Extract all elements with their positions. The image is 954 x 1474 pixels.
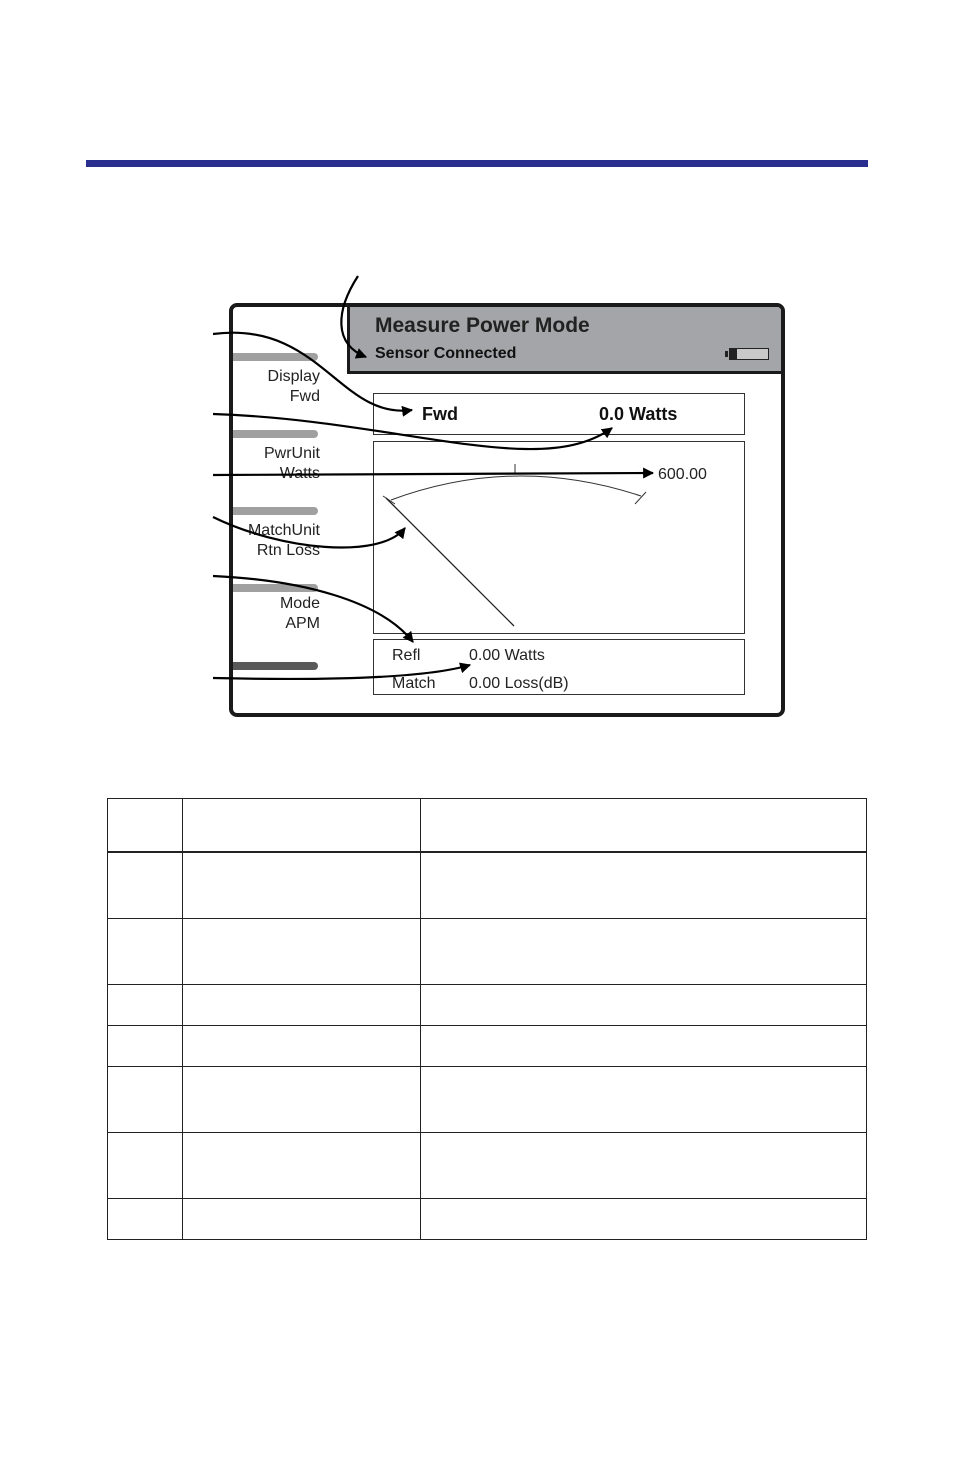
forward-power-box	[373, 393, 745, 435]
table-row	[108, 852, 867, 919]
table-header-row	[108, 799, 867, 853]
meter-scale-arc	[391, 476, 641, 500]
table-row	[108, 985, 867, 1026]
match-value: 0.00 Loss(dB)	[469, 675, 569, 692]
meter-start-tick	[383, 496, 395, 504]
softkey-mode-label: Mode APM	[279, 595, 320, 632]
softkey-matchunit-label: MatchUnit Rtn Loss	[247, 522, 320, 559]
table-row	[108, 1026, 867, 1067]
softkey-pwrunit-label: PwrUnit Watts	[263, 445, 320, 482]
table-row	[108, 919, 867, 985]
table-cell	[108, 799, 183, 853]
battery-icon	[729, 348, 769, 360]
table-cell	[183, 799, 421, 853]
softkey-display-label: Display Fwd	[267, 368, 320, 405]
refl-label: Refl	[392, 647, 421, 664]
table-row	[108, 1067, 867, 1133]
table-cell	[421, 799, 867, 853]
instrument-screen	[229, 303, 785, 717]
meter-end-tick	[635, 492, 646, 504]
softkey-pwrunit-bar[interactable]	[233, 430, 318, 438]
title-bar	[347, 307, 784, 374]
callout-table	[107, 798, 867, 1240]
table-row	[108, 1133, 867, 1199]
softkey-blank-bar[interactable]	[233, 662, 318, 670]
readings-box	[373, 639, 745, 695]
sensor-status: Sensor Connected	[375, 345, 517, 362]
mode-title: Measure Power Mode	[375, 314, 590, 337]
match-label: Match	[392, 675, 436, 692]
refl-value: 0.00 Watts	[469, 647, 545, 664]
softkey-mode-bar[interactable]	[233, 584, 318, 592]
meter-needle	[386, 498, 514, 626]
header-rule	[86, 160, 868, 167]
analog-meter	[373, 441, 745, 634]
forward-value: 0.0 Watts	[599, 404, 678, 424]
forward-label: Fwd	[422, 404, 458, 424]
meter-scale-max: 600.00	[658, 466, 707, 483]
softkey-matchunit-bar[interactable]	[233, 507, 318, 515]
softkey-display-bar[interactable]	[233, 353, 318, 361]
table-row	[108, 1199, 867, 1240]
